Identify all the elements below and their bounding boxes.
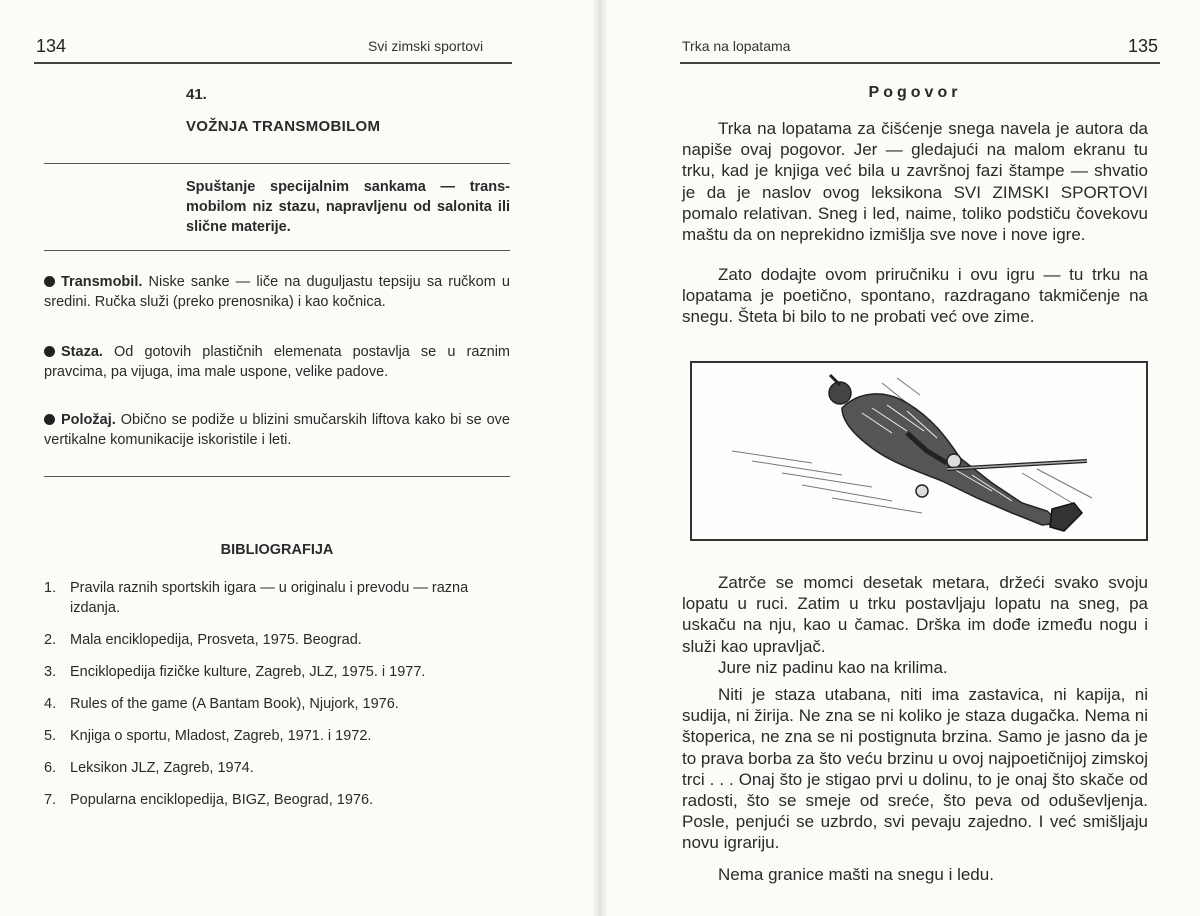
shovel-racer-illustration <box>690 361 1148 541</box>
list-text: Leksikon JLZ, Zagreb, 1974. <box>70 760 254 776</box>
list-number: 5. <box>44 728 57 744</box>
section-title: VOŽNJA TRANSMOBILOM <box>186 118 381 135</box>
list-item <box>44 726 510 746</box>
afterword-title: Pogovor <box>868 84 962 101</box>
shovel-racer-icon <box>692 363 1145 538</box>
list-text: Rules of the game (A Bantam Book), Njujork, 1976. <box>70 696 399 712</box>
list-text: Popularna enciklopedija, BIGZ, Beograd, 1976. <box>70 792 374 808</box>
bibliography-title: BIBLIOGRAFIJA <box>220 542 334 558</box>
paragraph: Zatrče se momci desetak metara, držeći svako svoju lopatu u ruci. Zatim u trku postavljaju lopatu na sneg, pa uskaču na nju, kao u čamac. Drška im dođe između nogu i služi kao upravljač. <box>682 573 1148 656</box>
running-head-right: Trka na lopatama <box>682 38 791 54</box>
paragraph: Jure niz padinu kao na krilima. <box>718 658 948 677</box>
entry-term: Staza. <box>61 344 103 360</box>
bibliography-list <box>44 578 510 822</box>
section-number: 41. <box>186 86 207 103</box>
list-number: 7. <box>44 792 57 808</box>
list-number: 1. <box>44 580 57 596</box>
list-text: Pravila raznih sportskih igara — u originalu i prevodu — razna izdanja. <box>70 580 469 616</box>
list-text: Mala enciklopedija, Prosveta, 1975. Beograd. <box>70 632 362 648</box>
list-text: Enciklopedija fizičke kulture, Zagreb, JLZ, 1975. i 1977. <box>70 664 426 680</box>
rule-above-bibliography <box>44 476 510 477</box>
section-abstract: Spuštanje specijalnim sankama — trans-mobilom niz stazu, napravljenu od salonita ili slične materije. <box>186 179 510 235</box>
bullet-icon <box>44 276 55 287</box>
entry-text: Obično se podiže u blizini smučarskih liftova kako bi se ove vertikalne komunikacije iskoristile i leti. <box>44 412 510 448</box>
paragraph: Niti je staza utabana, niti ima zastavica, ni kapija, ni sudija, ni žirija. Ne zna se ni koliko je staza dugačka. Nema ni štoperica, ne zna se ni postignuta brzina. Samo je jasno da je to prava borba za što veću brzinu u ovoj najpoetičnijoj zimskoj trci . . . Onaj što je stigao prvi u dolinu, to je onaj što skače od radosti, što se smeje od sreće, što peva od oduševljenja. Posle, penjući se uzbrdo, svi pevaju zajedno. I već smišljaju novu igrariju. <box>682 685 1148 853</box>
list-item <box>44 630 510 650</box>
right-page <box>600 0 1200 916</box>
list-number: 2. <box>44 632 57 648</box>
running-head-left: Svi zimski sportovi <box>368 38 484 54</box>
list-item <box>44 694 510 714</box>
entry-staza <box>44 342 510 382</box>
paragraph: Trka na lopatama za čišćenje snega navela je autora da napiše ovaj pogovor. Jer — gledajući na malom ekranu tu trku, kad je knjiga već bila u završnoj fazi štampe — shvatio je da je naslov ovog leksikona SVI ZIMSKI SPORTOVI pomalo relativan. Sneg i led, naime, toliko podstiču čovekovu maštu da on neprekidno izmišlja sve nove i nove igre. <box>682 119 1148 245</box>
entry-term: Položaj. <box>61 412 116 428</box>
list-item <box>44 758 510 778</box>
rule-above-abstract <box>44 163 510 164</box>
list-item <box>44 578 510 618</box>
list-number: 4. <box>44 696 57 712</box>
entry-polozaj <box>44 410 510 450</box>
page-number-left: 134 <box>36 36 67 56</box>
rule-below-abstract <box>44 250 510 251</box>
entry-text: Niske sanke — liče na duguljastu tepsiju sa ručkom u sredini. Ručka služi (preko prenosnika) i kao kočnica. <box>44 274 510 310</box>
paragraph: Nema granice mašti na snegu i ledu. <box>718 865 994 884</box>
entry-transmobil <box>44 272 510 312</box>
header-rule-left <box>34 62 512 64</box>
list-item <box>44 790 510 810</box>
list-item <box>44 662 510 682</box>
list-number: 6. <box>44 760 57 776</box>
bullet-icon <box>44 414 55 425</box>
entry-text: Od gotovih plastičnih elemenata postavlja se u raznim pravcima, pa vijuga, ima male uspone, velike padove. <box>44 344 510 380</box>
paragraph: Zato dodajte ovom priručniku i ovu igru — tu trku na lopatama je poetično, spontano, razdragano takmičenje na snegu. Šteta bi bilo to ne probati već ove zime. <box>682 265 1148 327</box>
list-text: Knjiga o sportu, Mladost, Zagreb, 1971. i 1972. <box>70 728 372 744</box>
bullet-icon <box>44 346 55 357</box>
list-number: 3. <box>44 664 57 680</box>
header-rule-right <box>680 62 1160 64</box>
page-number-right: 135 <box>1128 36 1159 56</box>
entry-term: Transmobil. <box>61 274 143 290</box>
